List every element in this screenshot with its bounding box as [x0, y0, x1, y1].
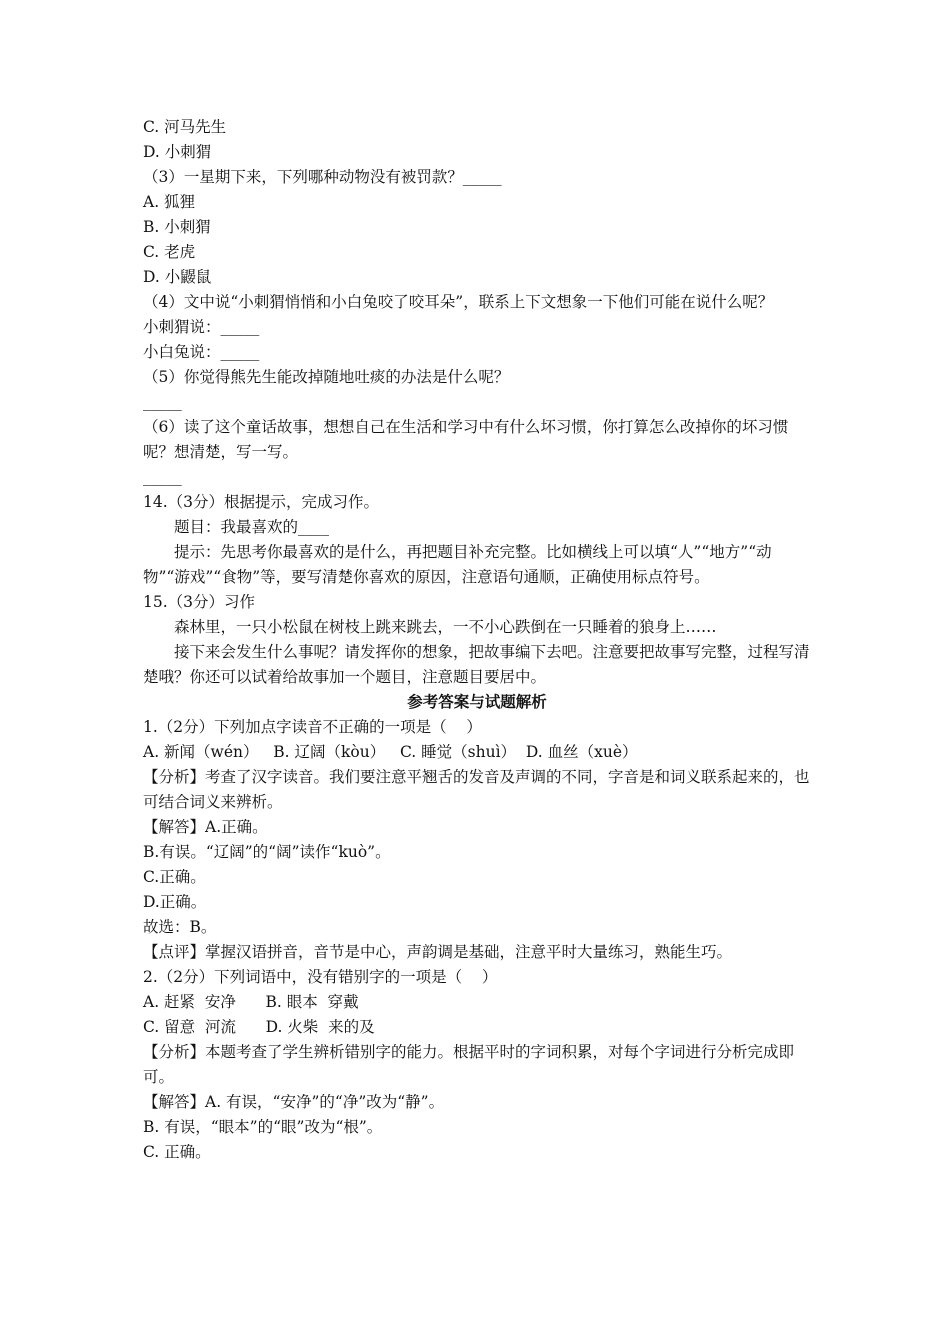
answer-1-choice: 故选：B。: [143, 918, 217, 936]
option-line: D. 小刺猬: [143, 143, 212, 161]
question-14-hint: 提示：先思考你最喜欢的是什么，再把题目补充完整。比如横线上可以填“人”“地方”“动物”“游戏”“食物”等，要写清楚你喜欢的原因，注意语句通顺，正确使用标点符号。: [143, 543, 772, 586]
question-6: （6）读了这个童话故事，想想自己在生活和学习中有什么坏习惯，你打算怎么改掉你的坏习惯呢？想清楚，写一写。: [143, 418, 789, 461]
document-content: [143, 115, 811, 1165]
answer-1-comment: 【点评】掌握汉语拼音，音节是中心，声韵调是基础，注意平时大量练习，熟能生巧。: [143, 943, 733, 961]
answer-line-hedgehog: 小刺猬说：_____: [143, 318, 260, 336]
question-15-header: 15.（3分）习作: [143, 593, 256, 611]
answer-2-solution-b: B. 有误，“眼本”的“眼”改为“根”。: [143, 1118, 383, 1136]
option-line: B. 小刺猬: [143, 218, 211, 236]
answer-1-options: A. 新闻（wén） B. 辽阔（kòu） C. 睡觉（shuì） D. 血丝（xuè）: [143, 743, 638, 761]
answer-1-analysis: 【分析】考查了汉字读音。我们要注意平翘舌的发音及声调的不同，字音是和词义联系起来的，也可结合词义来辨析。: [143, 768, 810, 811]
answer-blank: _____: [143, 468, 182, 486]
question-5: （5）你觉得熊先生能改掉随地吐痰的办法是什么呢？: [143, 368, 510, 386]
answer-2-analysis: 【分析】本题考查了学生辨析错别字的能力。根据平时的字词积累，对每个字词进行分析完成即可。: [143, 1043, 795, 1086]
answer-1-question: 1.（2分）下列加点字读音不正确的一项是（ ）: [143, 718, 482, 736]
question-4: （4）文中说“小刺猬悄悄和小白兔咬了咬耳朵”，联系上下文想象一下他们可能在说什么呢？: [143, 293, 774, 311]
question-14-title: 题目：我最喜欢的____: [174, 518, 330, 536]
answer-2-options-ab: A. 赶紧 安净 B. 眼本 穿戴: [143, 993, 359, 1011]
question-3: （3）一星期下来，下列哪种动物没有被罚款？_____: [143, 168, 502, 186]
answer-1-solution-b: B.有误。“辽阔”的“阔”读作“kuò”。: [143, 843, 391, 861]
answer-1-solution: 【解答】A.正确。: [143, 818, 268, 836]
option-line: C. 老虎: [143, 243, 196, 261]
answer-2-question: 2.（2分）下列词语中，没有错别字的一项是（ ）: [143, 968, 498, 986]
answer-1-solution-c: C.正确。: [143, 868, 206, 886]
question-15-paragraph-1: 森林里，一只小松鼠在树枝上跳来跳去，一不小心跌倒在一只睡着的狼身上……: [174, 618, 717, 636]
question-15-paragraph-2: 接下来会发生什么事呢？请发挥你的想象，把故事编下去吧。注意要把故事写完整，过程写清楚哦？你还可以试着给故事加一个题目，注意题目要居中。: [143, 643, 810, 686]
answers-section-title: 参考答案与试题解析: [407, 693, 547, 711]
option-line: D. 小鼹鼠: [143, 268, 212, 286]
option-line: C. 河马先生: [143, 118, 227, 136]
answer-2-solution-c: C. 正确。: [143, 1143, 211, 1161]
answer-2-options-cd: C. 留意 河流 D. 火柴 来的及: [143, 1018, 375, 1036]
question-14-header: 14.（3分）根据提示，完成习作。: [143, 493, 380, 511]
answer-blank: _____: [143, 393, 182, 411]
option-line: A. 狐狸: [143, 193, 196, 211]
answer-line-rabbit: 小白兔说：_____: [143, 343, 260, 361]
answer-2-solution-a: 【解答】A. 有误，“安净”的“净”改为“静”。: [143, 1093, 445, 1111]
answer-1-solution-d: D.正确。: [143, 893, 207, 911]
